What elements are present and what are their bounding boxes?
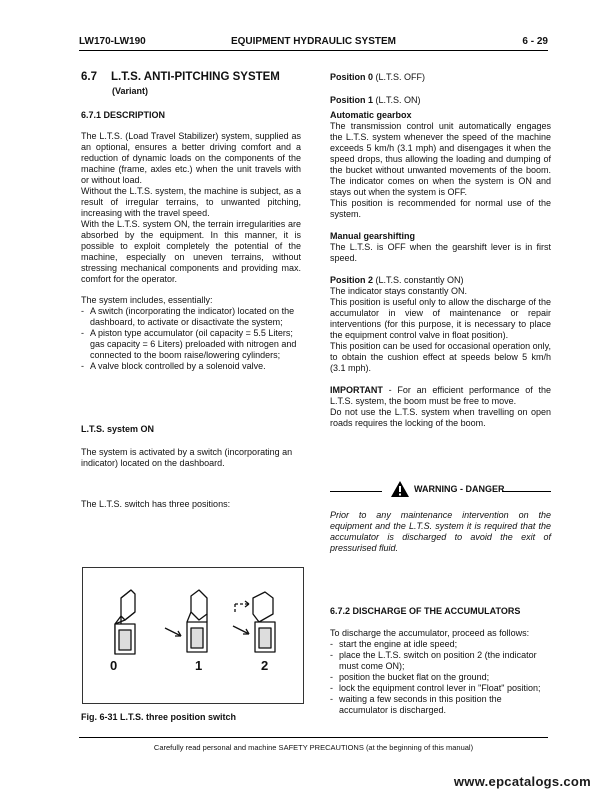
list-item: - place the L.T.S. switch on position 2 (the indicator must come ON); xyxy=(330,650,551,672)
list-item: - A piston type accumulator (oil capacity = 5.5 Liters; gas capacity = 6 Liters) preloaded with nitrogen and connected to the boom raise/lowering cylinders; xyxy=(81,328,301,361)
switch-position-1 xyxy=(187,590,207,652)
figure-label-0: 0 xyxy=(110,658,118,673)
position-2-text-1: The indicator stays constantly ON. xyxy=(330,286,468,296)
manual-gearshifting-heading: Manual gearshifting xyxy=(330,231,416,241)
switch-position-2 xyxy=(235,592,275,652)
position-2-text-3: This position can be used for occasional operation only, to obtain the cushion effect at speeds below 5 km/h (3.1 mph). xyxy=(330,341,551,373)
warning-triangle-icon xyxy=(390,480,410,498)
lts-on-block xyxy=(81,424,301,510)
description-block xyxy=(81,110,301,372)
switch-illustration xyxy=(83,568,303,703)
list-item: - A valve block controlled by a solenoid valve. xyxy=(81,361,301,372)
description-paragraph-2: Without the L.T.S. system, the machine is subject, as a result of irregular terrains, to unwanted pitching, increasing with the travel speed. xyxy=(81,186,301,218)
automatic-gearbox-heading: Automatic gearbox xyxy=(330,110,412,120)
watermark: www.epcatalogs.com xyxy=(453,774,591,789)
header-page-number: 6 - 29 xyxy=(522,36,548,47)
discharge-heading: 6.7.2 DISCHARGE OF THE ACCUMULATORS xyxy=(330,606,521,616)
lts-on-heading: L.T.S. system ON xyxy=(81,424,155,434)
header-chapter: EQUIPMENT HYDRAULIC SYSTEM xyxy=(230,36,396,47)
list-item: - A switch (incorporating the indicator) located on the dashboard, to activate or disactivate the system; xyxy=(81,306,301,328)
section-title xyxy=(81,71,280,83)
figure-label-2: 2 xyxy=(261,658,269,673)
component-list xyxy=(81,306,301,372)
section-title-text: L.T.S. ANTI-PITCHING SYSTEM xyxy=(111,71,280,83)
description-heading: 6.7.1 DESCRIPTION xyxy=(81,110,166,120)
positions-block xyxy=(330,72,551,429)
manual-gearshifting-text: The L.T.S. is OFF when the gearshift lever is in first speed. xyxy=(330,242,551,263)
description-paragraph-1: The L.T.S. (Load Travel Stabilizer) system, supplied as an optional, ensures a better driving comfort and a reduction of dynamic loads on the components of the machine (frame, axles etc.) when the unit travels with or without load. xyxy=(81,131,301,185)
automatic-gearbox-text: The transmission control unit automatically engages the L.T.S. system whenever the speed of the machine exceeds 5 km/h (3.1 mph) and disengages it when the speed drops, thus allowing the loading and dumping of the bucket without unwanted movements of the boom. The indicator comes on when the system is ON and stays out when the system is OFF. xyxy=(330,121,551,197)
switch-position-0 xyxy=(115,590,135,654)
figure-switch-positions xyxy=(82,567,304,704)
section-variant: (Variant) xyxy=(112,86,149,96)
warning-banner xyxy=(330,478,551,502)
position-2: Position 2 (L.T.S. constantly ON) xyxy=(330,275,464,285)
discharge-intro: To discharge the accumulator, proceed as follows: xyxy=(330,628,530,638)
discharge-steps xyxy=(330,639,551,716)
automatic-gearbox-text-2: This position is recommended for normal use of the system. xyxy=(330,198,551,219)
discharge-block xyxy=(330,606,551,716)
position-2-text-2: This position is useful only to allow the discharge of the accumulator in view of maintenance or repair interventions (for this purpose, it is necessary to place the equipment control valve in float position). xyxy=(330,297,551,340)
section-number: 6.7 xyxy=(81,71,97,83)
arrow-icon xyxy=(233,626,249,634)
header-rule xyxy=(79,50,548,51)
description-paragraph-3: With the L.T.S. system ON, the terrain irregularities are absorbed by the equipment. In this manner, it is possible to exploit completely the potential of the machine, especially on uneven terrains, without stressing mechanical components and providing max. comfort for the operator. xyxy=(81,219,301,284)
warning-rule-right xyxy=(502,491,551,492)
description-paragraph-4: The system includes, essentially: xyxy=(81,295,213,305)
list-item: - waiting a few seconds in this position the accumulator is discharged. xyxy=(330,694,551,716)
figure-caption: Fig. 6-31 L.T.S. three position switch xyxy=(81,712,237,722)
footer-note: Carefully read personal and machine SAFETY PRECAUTIONS (at the beginning of this manual) xyxy=(153,743,474,752)
list-item: - position the bucket flat on the ground; xyxy=(330,672,551,683)
position-0: Position 0 (L.T.S. OFF) xyxy=(330,72,426,82)
warning-text: Prior to any maintenance intervention on the equipment and the L.T.S. system it is required that the accumulator is discharged to avoid the exit of pressurised fluid. xyxy=(330,510,551,553)
position-1: Position 1 (L.T.S. ON) xyxy=(330,95,421,105)
list-item: - lock the equipment control lever in "Float" position; xyxy=(330,683,551,694)
arrow-icon xyxy=(165,628,181,636)
important-note-2: Do not use the L.T.S. system when travelling on open roads requires the locking of the boom. xyxy=(330,407,551,428)
lts-on-paragraph-2: The L.T.S. switch has three positions: xyxy=(81,499,231,509)
footer-rule xyxy=(79,737,548,738)
warning-rule-left xyxy=(330,491,382,492)
list-item: - start the engine at idle speed; xyxy=(330,639,551,650)
lts-on-paragraph-1: The system is activated by a switch (incorporating an indicator) located on the dashboard. xyxy=(81,447,293,468)
figure-label-1: 1 xyxy=(195,658,203,673)
warning-title: WARNING - DANGER xyxy=(390,480,505,498)
header-model: LW170-LW190 xyxy=(79,36,146,47)
important-note: IMPORTANT - For an efficient performance of the L.T.S. system, the boom must be free to move. xyxy=(330,385,551,406)
